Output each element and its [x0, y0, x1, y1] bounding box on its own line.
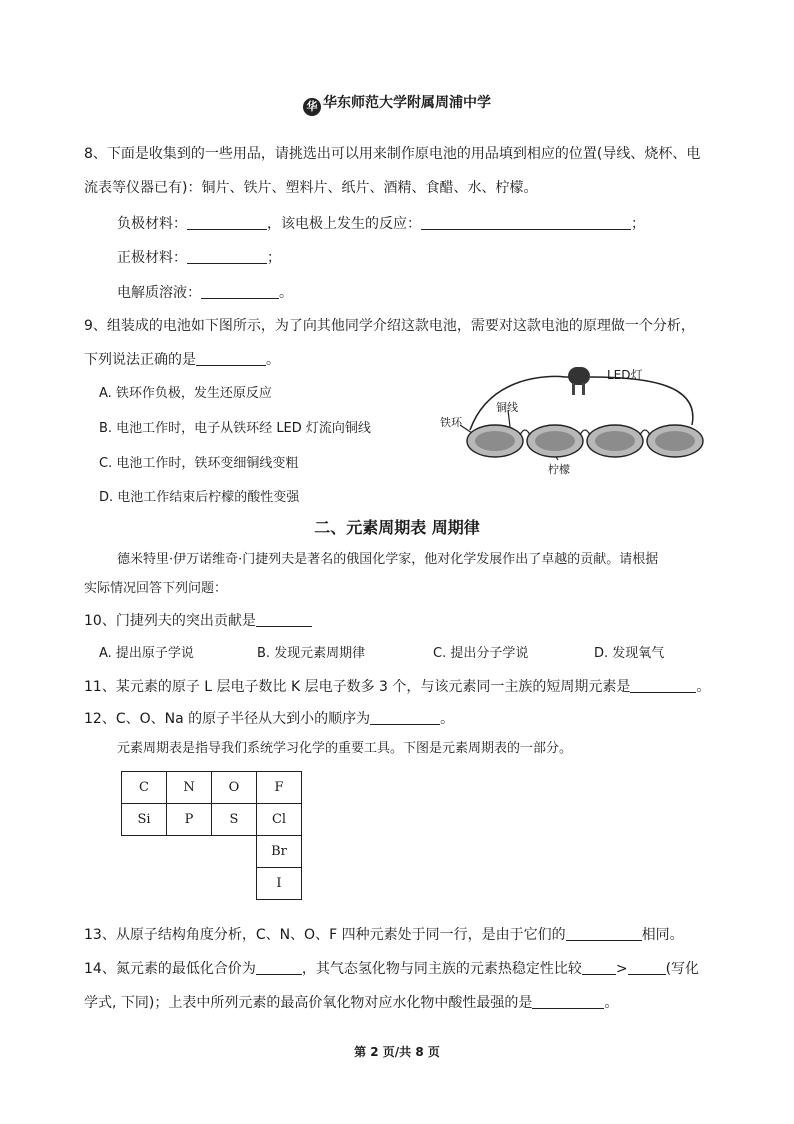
- school-header: [0, 92, 794, 116]
- element-cell: N: [167, 772, 212, 804]
- empty-cell: [122, 836, 167, 868]
- q9-answer-blank[interactable]: [196, 351, 266, 366]
- q12-answer-blank[interactable]: [370, 710, 440, 725]
- q12-end: 。: [440, 711, 455, 727]
- negative-material-blank[interactable]: [187, 215, 267, 230]
- q10-option-b: B. 发现元素周期律: [257, 646, 366, 661]
- q14-line1: [84, 958, 699, 978]
- q8-negative-row: [117, 213, 645, 233]
- q9-option-a: A. 铁环作负极，发生还原反应: [99, 386, 272, 401]
- q13-answer-blank[interactable]: [566, 926, 642, 941]
- q14-line2: [84, 992, 618, 1012]
- lemon-icon: [587, 425, 643, 457]
- table-row: [122, 804, 302, 836]
- periodic-table-fragment: [121, 771, 302, 900]
- lemon-icon: [527, 425, 583, 457]
- lemon-battery-figure: [430, 355, 730, 485]
- q14-hydride-blank-2[interactable]: [628, 960, 666, 975]
- element-cell: Cl: [257, 804, 302, 836]
- lemon-label: 柠檬: [548, 463, 570, 476]
- q11-row: [84, 676, 710, 696]
- q14-acid-blank[interactable]: [532, 994, 604, 1009]
- element-cell: I: [257, 868, 302, 900]
- q11-answer-blank[interactable]: [630, 678, 696, 693]
- positive-label: 正极材料：: [117, 250, 187, 266]
- electrolyte-label: 电解质溶液：: [117, 285, 201, 301]
- iron-label: 铁环: [440, 416, 462, 429]
- q9-stem: 下列说法正确的是: [84, 352, 196, 368]
- electrolyte-end: 。: [279, 285, 293, 301]
- empty-cell: [122, 868, 167, 900]
- q11-stem: 11、某元素的原子 L 层电子数比 K 层电子数多 3 个，与该元素同一主族的短周期元素是: [84, 679, 631, 695]
- led-icon: [568, 367, 590, 395]
- positive-material-blank[interactable]: [187, 249, 267, 264]
- q10-row: [84, 610, 312, 630]
- negative-reaction-blank[interactable]: [421, 215, 631, 230]
- q14-greater-than: >: [615, 961, 628, 977]
- lemon-icon: [467, 425, 523, 457]
- negative-label: 负极材料：: [117, 216, 187, 232]
- empty-cell: [167, 868, 212, 900]
- lemon-icon: [647, 425, 703, 457]
- q10-option-c: C. 提出分子学说: [433, 646, 529, 661]
- led-label: LED灯: [607, 368, 643, 382]
- q8-electrolyte-row: [117, 282, 293, 302]
- q13-end: 相同。: [641, 927, 684, 943]
- q14-stem: 14、氮元素的最低化合价为: [84, 961, 256, 977]
- q14-hydride-blank-1[interactable]: [582, 960, 616, 975]
- empty-cell: [167, 836, 212, 868]
- element-cell: O: [212, 772, 257, 804]
- page-number: 第 2 页/共 8 页: [354, 1045, 440, 1059]
- q8-positive-row: [117, 247, 281, 267]
- q10-stem: 10、门捷列夫的突出贡献是: [84, 613, 256, 629]
- wire-right: [590, 377, 693, 425]
- negative-mid-text: ，该电极上发生的反应：: [267, 216, 421, 232]
- connector: [580, 430, 590, 435]
- q10-option-d: D. 发现氧气: [594, 646, 665, 661]
- electrolyte-blank[interactable]: [201, 284, 279, 299]
- element-cell: F: [257, 772, 302, 804]
- q14-tail: (写化: [665, 961, 700, 977]
- element-cell: S: [212, 804, 257, 836]
- connector: [520, 430, 530, 435]
- q9-option-c: C. 电池工作时，铁环变细铜线变粗: [99, 456, 299, 471]
- table-row: [122, 772, 302, 804]
- table-row: [122, 868, 302, 900]
- element-cell: C: [122, 772, 167, 804]
- school-logo: 华: [303, 98, 321, 116]
- table-row: [122, 836, 302, 868]
- connector: [640, 430, 650, 435]
- intro-line2: 实际情况回答下列问题：: [84, 581, 228, 596]
- q8-line2: 流表等仪器已有)：铜片、铁片、塑料片、纸片、酒精、食醋、水、柠檬。: [84, 180, 538, 196]
- section-title: 二、元素周期表 周期律: [314, 518, 480, 537]
- q9-line1: 9、组装成的电池如下图所示，为了向其他同学介绍这款电池，需要对这款电池的原理做一个分析，: [84, 318, 695, 334]
- element-cell: Br: [257, 836, 302, 868]
- q11-end: 。: [696, 679, 711, 695]
- q10-answer-blank[interactable]: [256, 612, 312, 627]
- q9-end: 。: [266, 352, 280, 368]
- q14-valence-blank[interactable]: [256, 960, 302, 975]
- q9-option-d: D. 电池工作结束后柠檬的酸性变强: [99, 490, 300, 505]
- q8-line1: 8、下面是收集到的一些用品，请挑选出可以用来制作原电池的用品填到相应的位置(导线、烧杯、电: [84, 146, 701, 162]
- copper-label: 铜线: [496, 401, 518, 414]
- wire-left: [470, 376, 570, 430]
- intro-line1: 德米特里·伊万诺维奇·门捷列夫是著名的俄国化学家，他对化学发展作出了卓越的贡献。请根据: [117, 552, 659, 567]
- positive-end: ；: [267, 250, 281, 266]
- element-cell: Si: [122, 804, 167, 836]
- q13-stem: 13、从原子结构角度分析，C、N、O、F 四种元素处于同一行，是由于它们的: [84, 927, 566, 943]
- q13-row: [84, 924, 684, 944]
- empty-cell: [212, 868, 257, 900]
- q14-line2-text: 学式, 下同)；上表中所列元素的最高价氧化物对应水化物中酸性最强的是: [84, 995, 533, 1011]
- q14-end: 。: [604, 995, 619, 1011]
- table-intro: 元素周期表是指导我们系统学习化学的重要工具。下图是元素周期表的一部分。: [117, 741, 573, 756]
- q9-option-b: B. 电池工作时，电子从铁环经 LED 灯流向铜线: [99, 421, 371, 436]
- q14-mid: ，其气态氢化物与同主族的元素热稳定性比较: [301, 961, 582, 977]
- element-cell: P: [167, 804, 212, 836]
- q9-line2: [84, 349, 280, 369]
- q12-stem: 12、C、O、Na 的原子半径从大到小的顺序为: [84, 711, 371, 727]
- negative-end: ；: [631, 216, 645, 232]
- q10-option-a: A. 提出原子学说: [99, 646, 194, 661]
- school-name: 华东师范大学附属周浦中学: [323, 95, 491, 111]
- empty-cell: [212, 836, 257, 868]
- q12-row: [84, 708, 454, 728]
